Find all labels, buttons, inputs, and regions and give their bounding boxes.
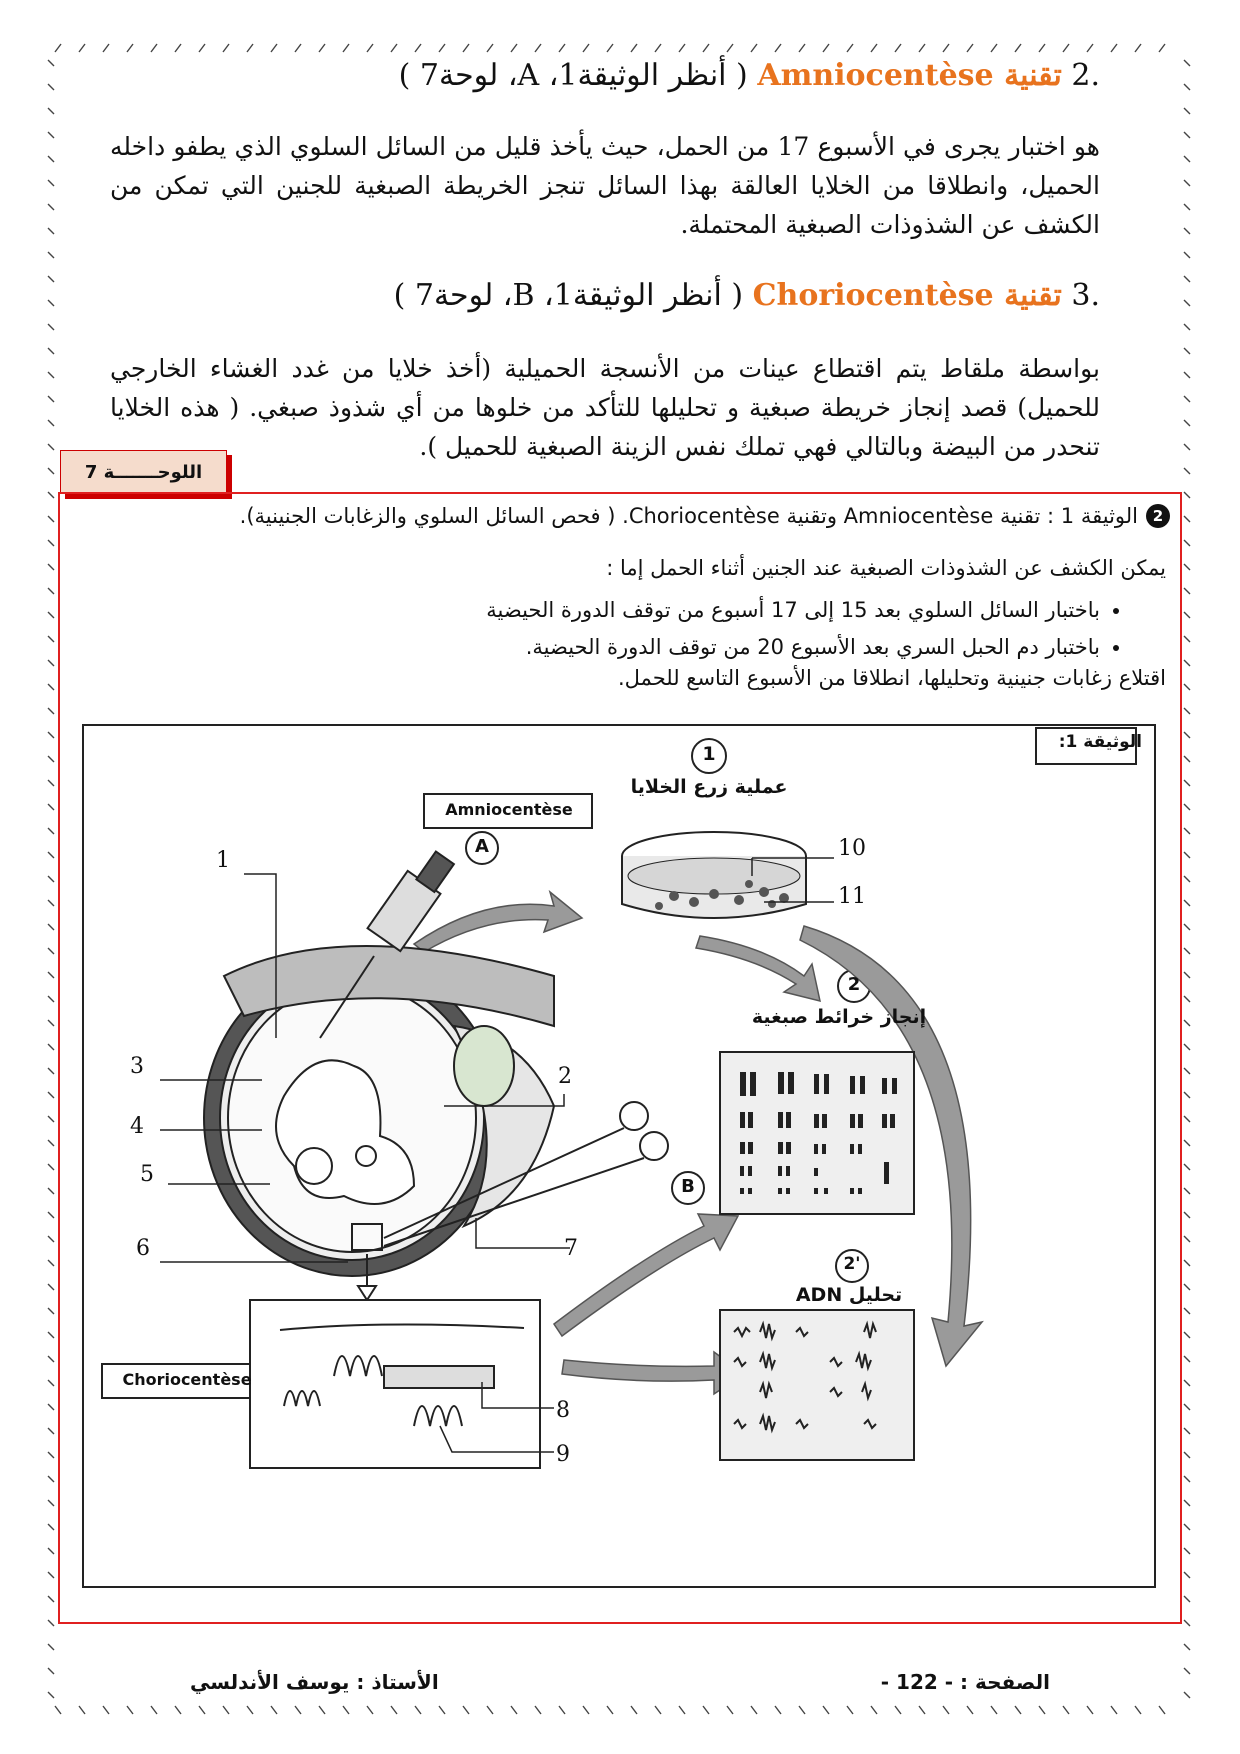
section3-heading xyxy=(394,278,1100,313)
figure-number-4: 4 xyxy=(130,1114,144,1139)
footer-page: الصفحة : - 122 - xyxy=(880,1670,1050,1694)
step1-label: عملية زرع الخلايا xyxy=(630,776,788,798)
figure-number-3: 3 xyxy=(130,1054,144,1079)
step2-number: 2 xyxy=(847,974,861,995)
figure-doc-label: الوثيقة 1: xyxy=(1058,732,1142,752)
amnio-label: Amniocentèse xyxy=(445,800,573,819)
marker-a: A xyxy=(475,836,489,857)
plate-label: اللوحـــــــة 7 xyxy=(60,450,227,494)
section2-technique: تقنية Amniocentèse xyxy=(757,58,1062,93)
section3-reference: ( أنظر الوثيقة1، B، لوحة7 ) xyxy=(393,278,744,313)
section2-heading xyxy=(399,58,1100,93)
figure-number-6: 6 xyxy=(136,1236,150,1261)
document-extra: اقتلاع زغابات جنينية وتحليلها، انطلاقا من الأسبوع التاسع للحمل. xyxy=(617,666,1166,690)
section2-reference: ( أنظر الوثيقة1، A، لوحة7 ) xyxy=(398,58,748,93)
figure-number-8: 8 xyxy=(556,1398,570,1423)
document-title-row xyxy=(240,504,1170,528)
step1-number: 1 xyxy=(702,743,716,765)
document-intro: يمكن الكشف عن الشذوذات الصبغية عند الجنين أثناء الحمل إما : xyxy=(606,556,1166,580)
figure-document1 xyxy=(82,724,1156,1588)
figure-illustration xyxy=(84,726,1154,1586)
uterus-fetus-illustration xyxy=(204,946,554,1276)
document-title: الوثيقة 1 : تقنية Amniocentèse وتقنية Choriocentèse. ( فحص السائل السلوي والزغابات الجنينية). xyxy=(239,504,1138,528)
step2b-label: تحليل ADN xyxy=(795,1284,903,1306)
petri-dish xyxy=(622,832,806,918)
section2-number: .2 xyxy=(1071,58,1100,93)
footer-teacher: الأستاذ : يوسف الأندلسي xyxy=(190,1670,439,1694)
figure-number-7: 7 xyxy=(564,1236,578,1261)
figure-number-10: 10 xyxy=(838,836,866,861)
figure-number-5: 5 xyxy=(140,1162,154,1187)
figure-number-1: 1 xyxy=(216,848,230,873)
section3-technique: تقنية Choriocentèse xyxy=(752,278,1062,313)
step2b-number: 2' xyxy=(843,1254,861,1274)
figure-number-2: 2 xyxy=(558,1064,572,1089)
section3-number: .3 xyxy=(1071,278,1100,313)
figure-number-9: 9 xyxy=(556,1442,570,1467)
document-marker: 2 xyxy=(1146,504,1170,528)
document-box xyxy=(58,492,1182,1624)
section3-paragraph: بواسطة ملقاط يتم اقتطاع عينات من الأنسجة الحميلية (أخذ خلايا من غدد الغشاء الخارجي للحميل) قصد إنجاز خريطة صبغية و تحليلها للتأكد من خلوها من أي شذوذ صبغي. ( هذه الخلايا تنحدر من البيضة وبالتالي فهي تملك نفس الزينة الصبغية للحميل ). xyxy=(110,354,1100,461)
document-bullet: • باختبار دم الحبل السري بعد الأسبوع 20 من توقف الدورة الحيضية. xyxy=(486,629,1100,666)
document-bullets xyxy=(486,592,1100,666)
figure-number-11: 11 xyxy=(838,884,866,909)
marker-b: B xyxy=(681,1176,695,1197)
section2-paragraph: هو اختبار يجرى في الأسبوع 17 من الحمل، حيث يأخذ قليل من السائل السلوي الذي يطفو داخله الحميل، وانطلاقا من الخلايا العالقة بهذا السائل تنجز الخريطة الصبغية للجنين التي تمكن من الكشف عن الشذوذات الصبغية المحتملة. xyxy=(110,132,1100,239)
step2-label: إنجاز خرائط صبغية xyxy=(751,1006,927,1028)
document-bullet: • باختبار السائل السلوي بعد 15 إلى 17 أسبوع من توقف الدورة الحيضية xyxy=(486,592,1100,629)
chorio-label: Choriocentèse xyxy=(122,1370,252,1389)
